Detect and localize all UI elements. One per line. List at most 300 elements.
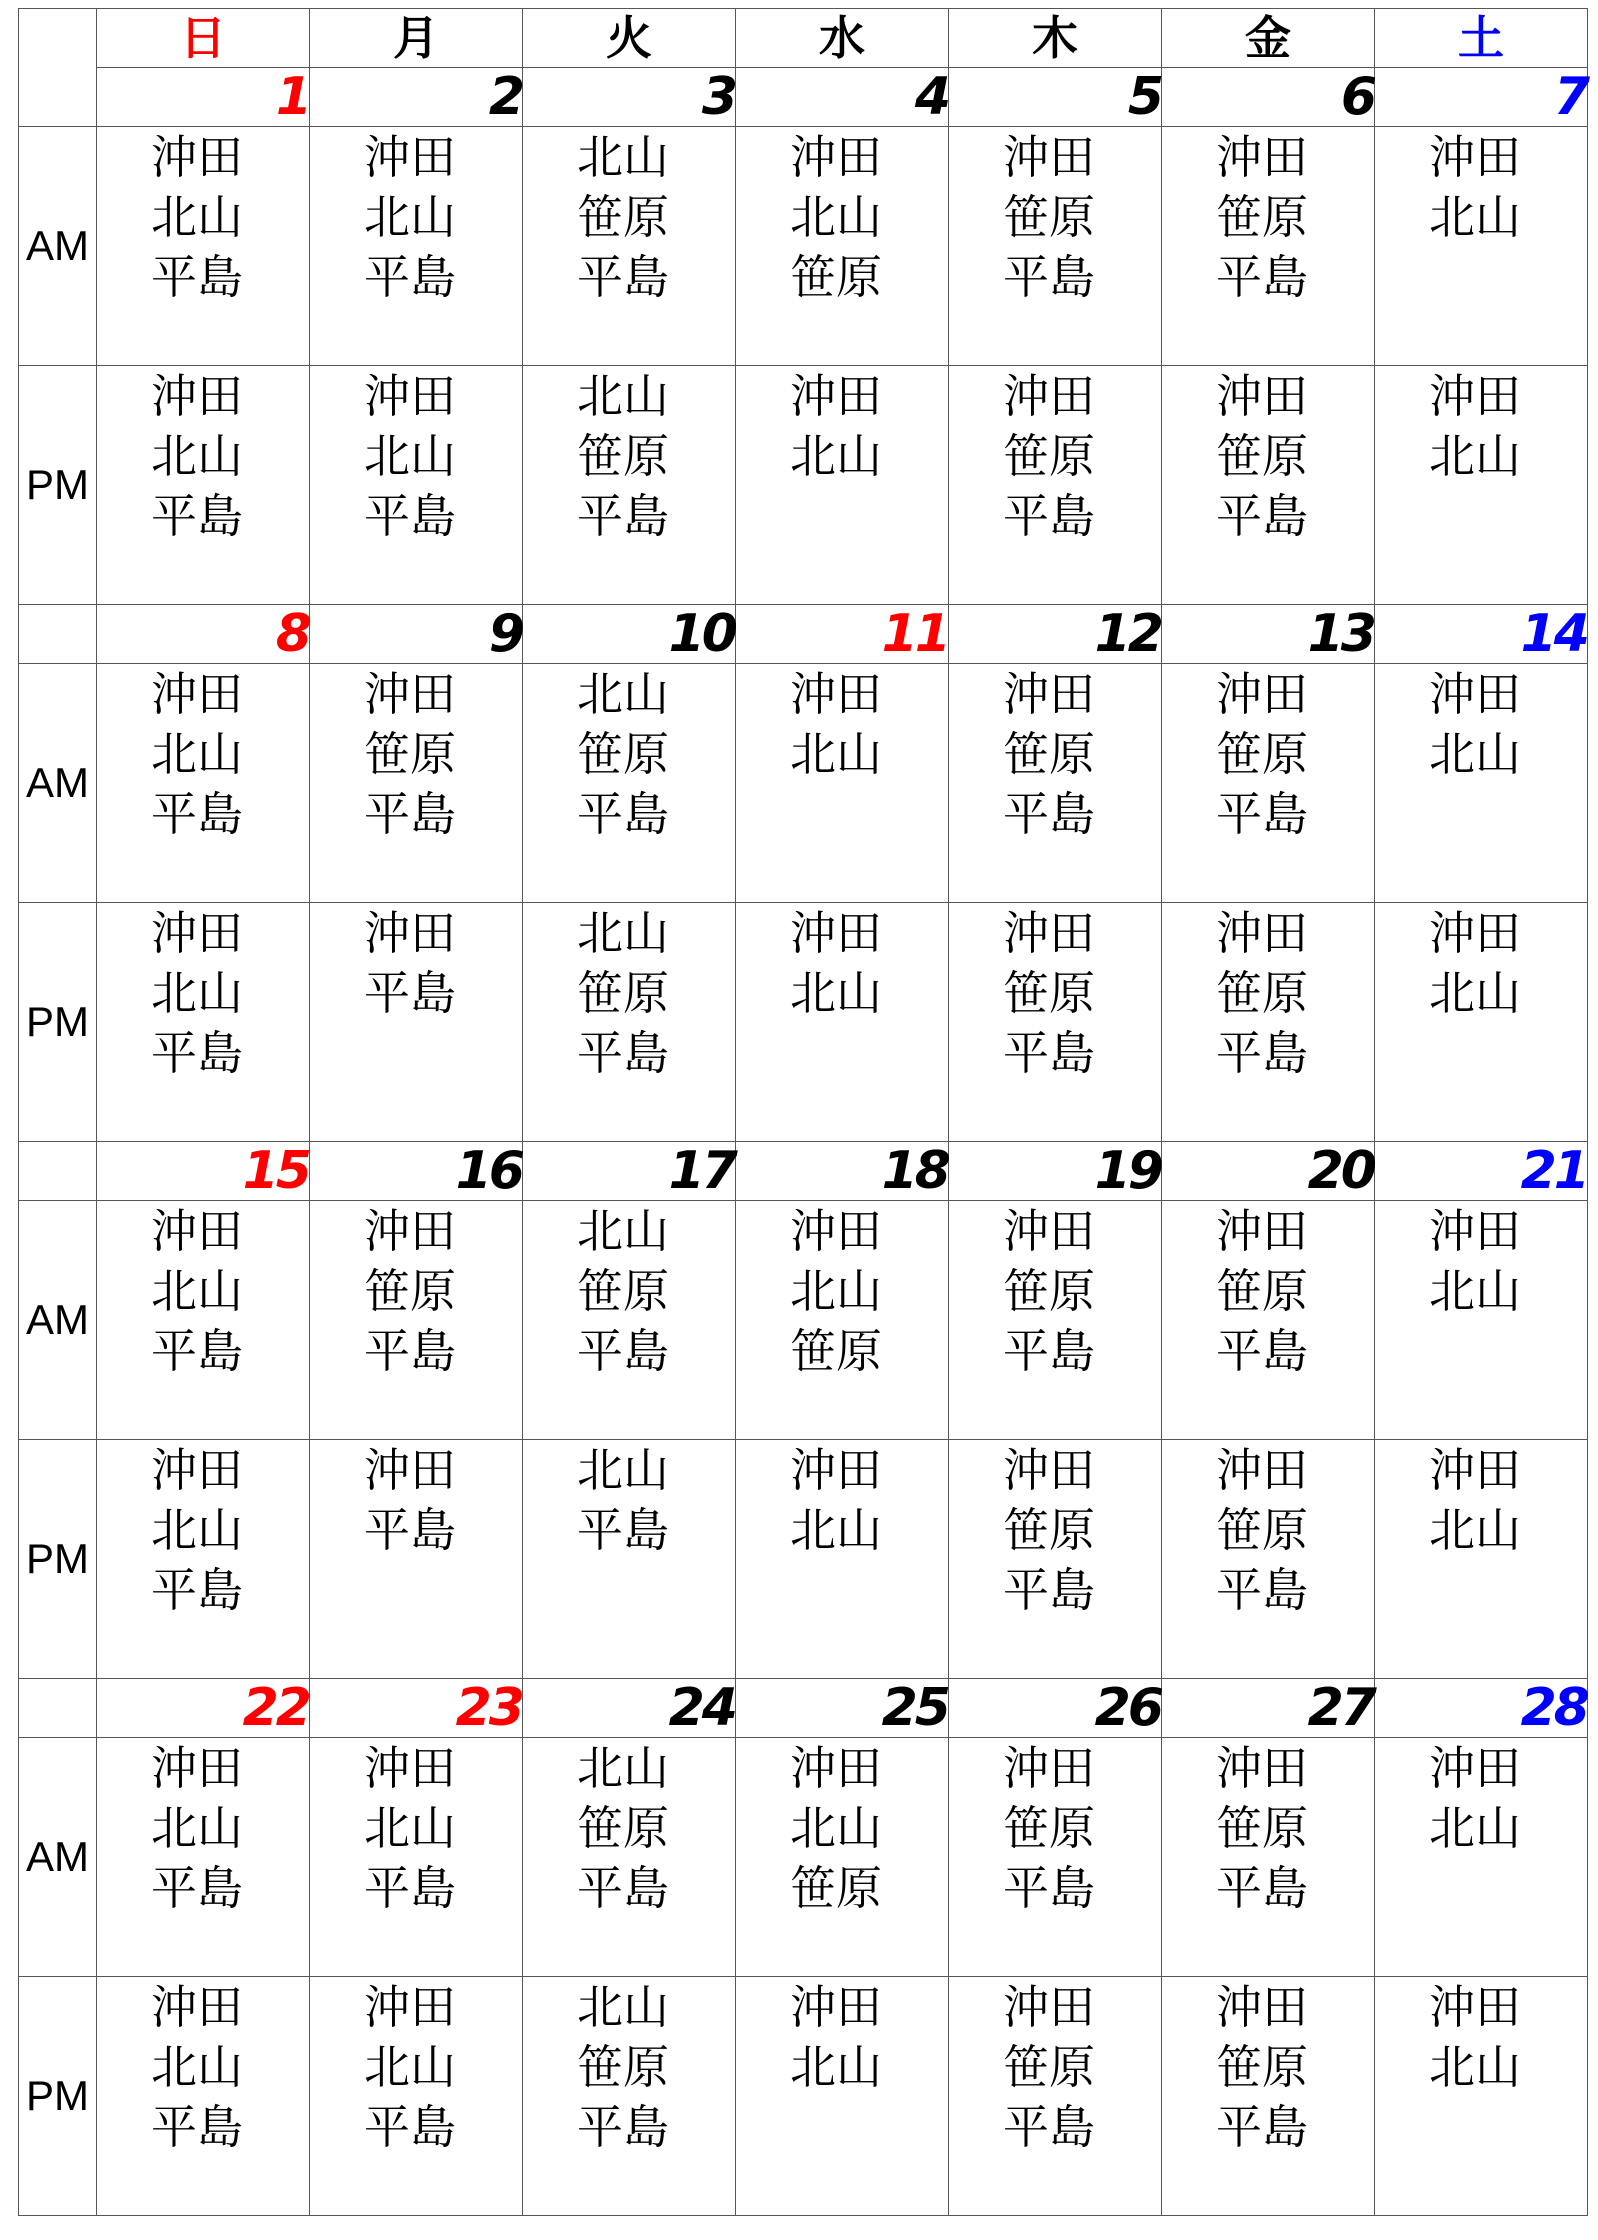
staff-name: 笹原 [1003, 727, 1095, 781]
staff-name: 沖田 [151, 130, 243, 184]
pm-cell [97, 903, 310, 1142]
date-number: 13 [1162, 605, 1375, 664]
staff-list [523, 664, 735, 844]
date-number: 19 [949, 1142, 1162, 1201]
date-number: 21 [1375, 1142, 1588, 1201]
staff-name: 平島 [577, 489, 669, 543]
staff-name: 平島 [577, 1324, 669, 1378]
staff-list [1375, 903, 1587, 1023]
staff-list [97, 1440, 309, 1620]
staff-name: 沖田 [790, 906, 882, 960]
staff-name: 北山 [151, 2040, 243, 2094]
date-number: 11 [736, 605, 949, 664]
staff-name: 平島 [1003, 787, 1095, 841]
staff-name: 北山 [151, 1503, 243, 1557]
staff-name: 平島 [577, 787, 669, 841]
staff-name: 笹原 [577, 429, 669, 483]
staff-name: 北山 [577, 1980, 669, 2034]
staff-name: 沖田 [1003, 906, 1095, 960]
staff-list [523, 366, 735, 546]
date-number: 25 [736, 1679, 949, 1738]
staff-name: 平島 [577, 1861, 669, 1915]
staff-name: 沖田 [1216, 130, 1308, 184]
staff-list [736, 1440, 948, 1560]
staff-name: 笹原 [1216, 1801, 1308, 1855]
staff-name: 北山 [151, 1264, 243, 1318]
staff-name: 沖田 [364, 1443, 456, 1497]
staff-list [1375, 1738, 1587, 1858]
staff-name: 沖田 [1429, 130, 1521, 184]
staff-list [523, 1738, 735, 1918]
staff-name: 平島 [151, 250, 243, 304]
date-number: 20 [1162, 1142, 1375, 1201]
staff-name: 北山 [151, 727, 243, 781]
am-cell [1162, 664, 1375, 903]
staff-list [1162, 127, 1374, 307]
staff-name: 北山 [577, 667, 669, 721]
date-row [19, 605, 1588, 664]
staff-list [1375, 1440, 1587, 1560]
pm-cell [1375, 1440, 1588, 1679]
staff-name: 北山 [790, 1801, 882, 1855]
staff-name: 北山 [1429, 190, 1521, 244]
date-row [19, 1679, 1588, 1738]
pm-cell [949, 903, 1162, 1142]
staff-list [310, 1440, 522, 1560]
staff-list [310, 1977, 522, 2157]
staff-name: 沖田 [1003, 130, 1095, 184]
staff-list [949, 1738, 1161, 1918]
staff-name: 笹原 [1216, 2040, 1308, 2094]
staff-list [1162, 664, 1374, 844]
date-row [19, 68, 1588, 127]
staff-list [97, 664, 309, 844]
date-row-corner [19, 605, 97, 664]
staff-name: 北山 [151, 966, 243, 1020]
staff-name: 笹原 [1216, 727, 1308, 781]
staff-name: 平島 [1216, 1563, 1308, 1617]
staff-name: 平島 [364, 250, 456, 304]
date-number: 16 [310, 1142, 523, 1201]
staff-name: 平島 [151, 1563, 243, 1617]
staff-name: 笹原 [577, 966, 669, 1020]
staff-list [736, 664, 948, 784]
pm-cell [1162, 1440, 1375, 1679]
staff-name: 沖田 [151, 369, 243, 423]
pm-cell [310, 903, 523, 1142]
staff-name: 沖田 [1003, 667, 1095, 721]
staff-list [97, 903, 309, 1083]
staff-list [97, 366, 309, 546]
staff-list [310, 664, 522, 844]
am-label: AM [19, 127, 97, 366]
staff-name: 沖田 [364, 1741, 456, 1795]
staff-name: 沖田 [1429, 1204, 1521, 1258]
date-number: 4 [736, 68, 949, 127]
staff-list [736, 1738, 948, 1918]
date-number: 12 [949, 605, 1162, 664]
am-cell [1375, 1738, 1588, 1977]
staff-name: 沖田 [151, 1443, 243, 1497]
staff-list [523, 1440, 735, 1560]
staff-list [736, 127, 948, 307]
pm-row [19, 1977, 1588, 2216]
pm-cell [949, 1977, 1162, 2216]
am-cell [1162, 127, 1375, 366]
pm-cell [736, 903, 949, 1142]
staff-name: 平島 [1003, 1861, 1095, 1915]
date-number: 2 [310, 68, 523, 127]
am-cell [97, 127, 310, 366]
am-cell [310, 1201, 523, 1440]
staff-name: 沖田 [790, 1980, 882, 2034]
am-cell [736, 127, 949, 366]
staff-name: 平島 [151, 1324, 243, 1378]
pm-row [19, 903, 1588, 1142]
staff-name: 沖田 [364, 667, 456, 721]
am-cell [523, 1201, 736, 1440]
am-cell [1375, 664, 1588, 903]
date-number: 24 [523, 1679, 736, 1738]
staff-list [97, 1977, 309, 2157]
pm-cell [97, 1440, 310, 1679]
staff-name: 北山 [790, 2040, 882, 2094]
pm-cell [1162, 903, 1375, 1142]
staff-name: 沖田 [1216, 1204, 1308, 1258]
date-number: 23 [310, 1679, 523, 1738]
am-cell [1375, 127, 1588, 366]
staff-name: 平島 [151, 2100, 243, 2154]
pm-cell [97, 366, 310, 605]
weekday-saturday: 土 [1375, 9, 1588, 68]
staff-name: 平島 [577, 250, 669, 304]
staff-name: 沖田 [364, 1980, 456, 2034]
staff-name: 笹原 [577, 1264, 669, 1318]
staff-list [523, 127, 735, 307]
staff-name: 平島 [1216, 250, 1308, 304]
staff-name: 沖田 [1216, 1741, 1308, 1795]
staff-name: 北山 [577, 1443, 669, 1497]
staff-list [1375, 1201, 1587, 1321]
staff-name: 笹原 [790, 250, 882, 304]
staff-name: 沖田 [151, 667, 243, 721]
pm-cell [1375, 1977, 1588, 2216]
date-number: 15 [97, 1142, 310, 1201]
staff-name: 笹原 [1216, 429, 1308, 483]
pm-cell [949, 366, 1162, 605]
staff-name: 沖田 [1429, 667, 1521, 721]
staff-name: 平島 [1003, 250, 1095, 304]
staff-name: 沖田 [790, 369, 882, 423]
pm-cell [1162, 1977, 1375, 2216]
staff-name: 北山 [1429, 727, 1521, 781]
staff-name: 平島 [1216, 1026, 1308, 1080]
pm-cell [310, 366, 523, 605]
staff-name: 沖田 [1429, 1443, 1521, 1497]
staff-list [310, 903, 522, 1023]
staff-list [949, 903, 1161, 1083]
staff-name: 平島 [577, 1503, 669, 1557]
staff-name: 平島 [364, 1324, 456, 1378]
am-cell [523, 127, 736, 366]
pm-cell [1375, 903, 1588, 1142]
staff-list [949, 127, 1161, 307]
staff-name: 北山 [790, 429, 882, 483]
pm-cell [310, 1440, 523, 1679]
date-row [19, 1142, 1588, 1201]
staff-name: 沖田 [364, 369, 456, 423]
staff-list [310, 1738, 522, 1918]
staff-list [1162, 1977, 1374, 2157]
staff-name: 沖田 [151, 1741, 243, 1795]
staff-name: 笹原 [577, 1801, 669, 1855]
staff-name: 笹原 [1216, 190, 1308, 244]
staff-name: 笹原 [1003, 190, 1095, 244]
am-cell [97, 1201, 310, 1440]
am-cell [736, 1201, 949, 1440]
weekday-sunday: 日 [97, 9, 310, 68]
pm-cell [736, 1977, 949, 2216]
pm-cell [97, 1977, 310, 2216]
staff-name: 沖田 [1216, 1443, 1308, 1497]
staff-name: 北山 [1429, 1503, 1521, 1557]
staff-list [523, 1977, 735, 2157]
staff-list [97, 1201, 309, 1381]
staff-name: 平島 [364, 787, 456, 841]
staff-name: 北山 [577, 1204, 669, 1258]
weekday-friday: 金 [1162, 9, 1375, 68]
staff-name: 沖田 [1003, 1204, 1095, 1258]
staff-name: 北山 [1429, 1264, 1521, 1318]
pm-cell [1162, 366, 1375, 605]
pm-cell [523, 366, 736, 605]
staff-name: 笹原 [1003, 2040, 1095, 2094]
staff-list [949, 1977, 1161, 2157]
weekday-monday: 月 [310, 9, 523, 68]
staff-name: 北山 [364, 1801, 456, 1855]
staff-name: 笹原 [790, 1324, 882, 1378]
staff-name: 北山 [151, 429, 243, 483]
am-cell [97, 1738, 310, 1977]
date-number: 18 [736, 1142, 949, 1201]
pm-cell [523, 1440, 736, 1679]
staff-name: 平島 [1003, 1026, 1095, 1080]
date-number: 3 [523, 68, 736, 127]
date-number: 10 [523, 605, 736, 664]
staff-list [523, 903, 735, 1083]
weekday-thursday: 木 [949, 9, 1162, 68]
staff-list [1375, 664, 1587, 784]
staff-name: 笹原 [790, 1861, 882, 1915]
am-label: AM [19, 664, 97, 903]
am-cell [1375, 1201, 1588, 1440]
pm-label: PM [19, 903, 97, 1142]
pm-label: PM [19, 366, 97, 605]
staff-name: 平島 [151, 489, 243, 543]
staff-name: 笹原 [1003, 1264, 1095, 1318]
staff-list [310, 1201, 522, 1381]
staff-list [310, 366, 522, 546]
calendar-body [19, 9, 1588, 2216]
pm-cell [523, 1977, 736, 2216]
staff-list [949, 366, 1161, 546]
date-number: 14 [1375, 605, 1588, 664]
staff-name: 北山 [364, 429, 456, 483]
staff-name: 北山 [577, 130, 669, 184]
date-number: 6 [1162, 68, 1375, 127]
staff-list [1162, 1201, 1374, 1381]
am-cell [736, 664, 949, 903]
date-number: 26 [949, 1679, 1162, 1738]
staff-name: 笹原 [1003, 1503, 1095, 1557]
am-cell [1162, 1738, 1375, 1977]
am-cell [949, 664, 1162, 903]
staff-name: 平島 [1003, 1563, 1095, 1617]
staff-name: 北山 [790, 1264, 882, 1318]
am-cell [949, 1738, 1162, 1977]
am-cell [949, 1201, 1162, 1440]
weekday-tuesday: 火 [523, 9, 736, 68]
date-number: 9 [310, 605, 523, 664]
staff-name: 沖田 [1003, 369, 1095, 423]
staff-name: 笹原 [1216, 966, 1308, 1020]
am-cell [97, 664, 310, 903]
am-row [19, 664, 1588, 903]
date-number: 7 [1375, 68, 1588, 127]
staff-list [1375, 127, 1587, 247]
staff-name: 平島 [1216, 2100, 1308, 2154]
date-row-corner [19, 1679, 97, 1738]
staff-list [736, 1977, 948, 2097]
pm-cell [736, 366, 949, 605]
date-number: 8 [97, 605, 310, 664]
staff-name: 北山 [577, 906, 669, 960]
staff-name: 沖田 [790, 667, 882, 721]
am-row [19, 1738, 1588, 1977]
pm-label: PM [19, 1977, 97, 2216]
staff-name: 平島 [364, 489, 456, 543]
staff-list [310, 127, 522, 307]
staff-name: 北山 [151, 190, 243, 244]
date-number: 5 [949, 68, 1162, 127]
staff-name: 沖田 [1216, 906, 1308, 960]
staff-list [1162, 366, 1374, 546]
staff-name: 平島 [577, 1026, 669, 1080]
date-row-corner [19, 1142, 97, 1201]
header-corner [19, 9, 97, 127]
am-cell [523, 1738, 736, 1977]
staff-list [1162, 1738, 1374, 1918]
staff-name: 北山 [1429, 1801, 1521, 1855]
staff-name: 平島 [364, 966, 456, 1020]
staff-name: 平島 [1216, 787, 1308, 841]
staff-name: 笹原 [1003, 1801, 1095, 1855]
staff-list [736, 366, 948, 486]
pm-cell [949, 1440, 1162, 1679]
staff-list [1375, 366, 1587, 486]
staff-name: 沖田 [1003, 1443, 1095, 1497]
am-cell [310, 664, 523, 903]
staff-name: 沖田 [1429, 906, 1521, 960]
staff-list [1162, 903, 1374, 1083]
am-label: AM [19, 1201, 97, 1440]
staff-name: 北山 [790, 727, 882, 781]
staff-name: 北山 [790, 190, 882, 244]
staff-name: 北山 [1429, 2040, 1521, 2094]
date-number: 17 [523, 1142, 736, 1201]
staff-list [949, 1440, 1161, 1620]
staff-list [97, 1738, 309, 1918]
staff-name: 平島 [577, 2100, 669, 2154]
staff-name: 沖田 [364, 130, 456, 184]
staff-name: 沖田 [790, 1443, 882, 1497]
am-cell [310, 127, 523, 366]
date-number: 28 [1375, 1679, 1588, 1738]
staff-name: 沖田 [151, 1980, 243, 2034]
staff-name: 笹原 [364, 727, 456, 781]
staff-name: 沖田 [364, 906, 456, 960]
staff-name: 沖田 [364, 1204, 456, 1258]
staff-name: 平島 [364, 2100, 456, 2154]
staff-name: 笹原 [577, 727, 669, 781]
staff-name: 笹原 [577, 2040, 669, 2094]
am-row [19, 127, 1588, 366]
staff-name: 沖田 [790, 1741, 882, 1795]
staff-name: 平島 [1216, 1861, 1308, 1915]
am-cell [523, 664, 736, 903]
staff-list [736, 1201, 948, 1381]
staff-name: 北山 [151, 1801, 243, 1855]
weekday-header-row [19, 9, 1588, 68]
am-cell [1162, 1201, 1375, 1440]
staff-list [736, 903, 948, 1023]
am-label: AM [19, 1738, 97, 1977]
staff-name: 平島 [364, 1503, 456, 1557]
schedule-calendar [18, 8, 1588, 2216]
pm-row [19, 1440, 1588, 1679]
am-row [19, 1201, 1588, 1440]
staff-name: 平島 [151, 787, 243, 841]
staff-name: 平島 [1216, 489, 1308, 543]
staff-list [1375, 1977, 1587, 2097]
staff-name: 北山 [790, 966, 882, 1020]
staff-name: 沖田 [1216, 667, 1308, 721]
staff-name: 沖田 [151, 906, 243, 960]
staff-name: 北山 [1429, 966, 1521, 1020]
staff-name: 北山 [577, 1741, 669, 1795]
staff-name: 沖田 [1216, 369, 1308, 423]
staff-name: 平島 [151, 1861, 243, 1915]
staff-name: 笹原 [577, 190, 669, 244]
am-cell [736, 1738, 949, 1977]
staff-name: 笹原 [364, 1264, 456, 1318]
date-number: 22 [97, 1679, 310, 1738]
date-number: 27 [1162, 1679, 1375, 1738]
staff-name: 北山 [364, 190, 456, 244]
staff-name: 沖田 [1003, 1741, 1095, 1795]
date-number: 1 [97, 68, 310, 127]
pm-cell [523, 903, 736, 1142]
staff-name: 沖田 [1003, 1980, 1095, 2034]
staff-name: 北山 [790, 1503, 882, 1557]
staff-list [97, 127, 309, 307]
staff-name: 平島 [1003, 2100, 1095, 2154]
staff-name: 北山 [1429, 429, 1521, 483]
staff-name: 笹原 [1003, 429, 1095, 483]
staff-name: 沖田 [1429, 369, 1521, 423]
staff-name: 平島 [1216, 1324, 1308, 1378]
pm-row [19, 366, 1588, 605]
